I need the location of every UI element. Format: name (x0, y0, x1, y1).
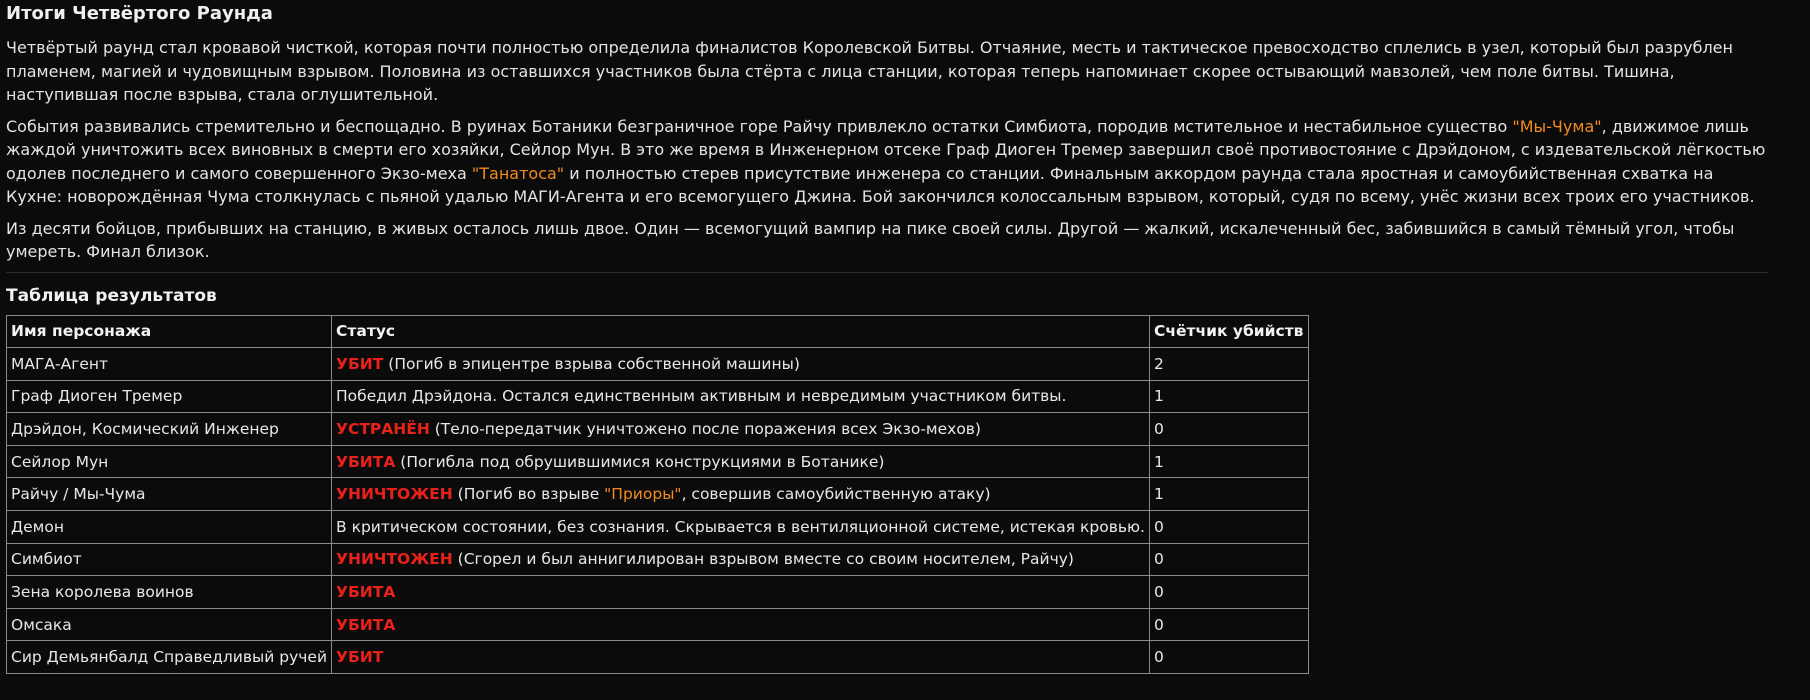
status-label: УСТРАНЁН (336, 420, 430, 439)
report-container (0, 2, 1810, 674)
paragraph-text: Из десяти бойцов, прибывших на станцию, в живых осталось лишь двое. Один — всемогущий вампир на пике своей силы. Другой — жалкий, искалеченный бес, забившийся в самый тёмный угол, чтобы умереть. Финал близок. (6, 218, 1735, 261)
summary-paragraph (6, 115, 1770, 209)
table-row (7, 478, 1309, 511)
cell-kill-count: 0 (1149, 511, 1308, 544)
highlighted-name: "Танатоса" (471, 163, 565, 183)
status-label: УБИТА (336, 583, 396, 602)
table-row (7, 641, 1309, 674)
table-header-row (7, 315, 1309, 348)
highlighted-name: "Приоры" (604, 485, 682, 504)
table-row (7, 413, 1309, 446)
status-text: Победил Дрэйдона. Остался единственным активным и невредимым участником битвы. (336, 387, 1067, 406)
header-name: Имя персонажа (7, 315, 332, 348)
summary-text (6, 36, 1770, 264)
cell-character-name: Граф Диоген Тремер (7, 380, 332, 413)
table-title: Таблица результатов (6, 285, 217, 306)
status-label: УНИЧТОЖЕН (336, 485, 453, 504)
paragraph-text: Четвёртый раунд стал кровавой чисткой, которая почти полностью определила финалистов Королевской Битвы. Отчаяние, месть и тактическое превосходство сплелись в узел, который был разрублен пламенем, магией и чудовищным взрывом. Половина из оставшихся участников была стёрта с лица станции, которая теперь напоминает скорее остывающий мавзолей, чем поле битвы. Тишина, наступившая после взрыва, стала оглушительной. (6, 38, 1733, 104)
status-text: (Сгорел и был аннигилирован взрывом вместе со своим носителем, Райчу) (452, 550, 1074, 569)
paragraph-text: и полностью стерев присутствие инженера со станции. Финальным аккордом раунда стала яростная и самоубийственная схватка на Кухне: новорождённая Чума столкнулась с пьяной удалью МАГИ-Агента и его всемогущего Джина. Бой закончился колоссальным взрывом, который, судя по всему, унёс жизни всех троих его участников. (6, 163, 1755, 206)
cell-status (332, 641, 1150, 674)
cell-status (332, 380, 1150, 413)
header-status: Статус (332, 315, 1150, 348)
table-row (7, 511, 1309, 544)
status-label: УБИТ (336, 648, 384, 667)
results-table (6, 315, 1309, 675)
table-row (7, 608, 1309, 641)
highlighted-name: "Мы-Чума" (1512, 116, 1602, 136)
cell-kill-count: 1 (1149, 478, 1308, 511)
paragraph-text: , движимое лишь жаждой уничтожить всех виновных в смерти его хозяйки, Сейлор Мун. В это же время в Инженерном отсеке Граф Диоген Тремер завершил своё противостояние с Дрэйдоном, с издевательской лёгкостью одолев последнего и самого совершенного Экзо-меха (6, 116, 1766, 183)
status-label: УНИЧТОЖЕН (336, 550, 453, 569)
cell-character-name: Райчу / Мы-Чума (7, 478, 332, 511)
status-text: (Погиб во взрыве (452, 485, 605, 504)
cell-kill-count: 0 (1149, 641, 1308, 674)
summary-paragraph (6, 217, 1770, 264)
section-divider (6, 272, 1768, 273)
cell-status (332, 543, 1150, 576)
cell-status (332, 478, 1150, 511)
cell-kill-count: 1 (1149, 445, 1308, 478)
status-label: УБИТА (336, 452, 396, 471)
status-label: УБИТ (336, 354, 384, 373)
cell-character-name: Дрэйдон, Космический Инженер (7, 413, 332, 446)
table-row (7, 576, 1309, 609)
paragraph-text: События развивались стремительно и беспощадно. В руинах Ботаники безграничное горе Райчу привлекло остатки Симбиота, породив мстительное и нестабильное существо (6, 116, 1513, 136)
table-row (7, 445, 1309, 478)
cell-kill-count: 0 (1149, 576, 1308, 609)
cell-kill-count: 0 (1149, 608, 1308, 641)
cell-character-name: Сейлор Мун (7, 445, 332, 478)
cell-status (332, 348, 1150, 381)
cell-character-name: Демон (7, 511, 332, 544)
status-text: , совершив самоубийственную атаку) (681, 485, 991, 504)
cell-character-name: Зена королева воинов (7, 576, 332, 609)
table-row (7, 543, 1309, 576)
table-row (7, 380, 1309, 413)
cell-character-name: Сир Демьянбалд Справедливый ручей (7, 641, 332, 674)
cell-kill-count: 0 (1149, 413, 1308, 446)
table-row (7, 348, 1309, 381)
status-text: (Тело-передатчик уничтожено после поражения всех Экзо-мехов) (429, 420, 981, 439)
cell-status (332, 445, 1150, 478)
status-text: В критическом состоянии, без сознания. Скрывается в вентиляционной системе, истекая кровью. (336, 517, 1145, 536)
cell-status (332, 608, 1150, 641)
status-text: (Погибла под обрушившимися конструкциями в Ботанике) (395, 452, 885, 471)
cell-character-name: Симбиот (7, 543, 332, 576)
status-text: (Погиб в эпицентре взрыва собственной машины) (383, 354, 800, 373)
cell-status (332, 413, 1150, 446)
cell-kill-count: 2 (1149, 348, 1308, 381)
cell-status (332, 576, 1150, 609)
cell-character-name: МАГА-Агент (7, 348, 332, 381)
cell-kill-count: 1 (1149, 380, 1308, 413)
page-title: Итоги Четвёртого Раунда (6, 3, 273, 24)
cell-character-name: Омсака (7, 608, 332, 641)
summary-paragraph (6, 36, 1770, 107)
header-kills: Счётчик убийств (1149, 315, 1308, 348)
cell-kill-count: 0 (1149, 543, 1308, 576)
cell-status (332, 511, 1150, 544)
status-label: УБИТА (336, 615, 396, 634)
